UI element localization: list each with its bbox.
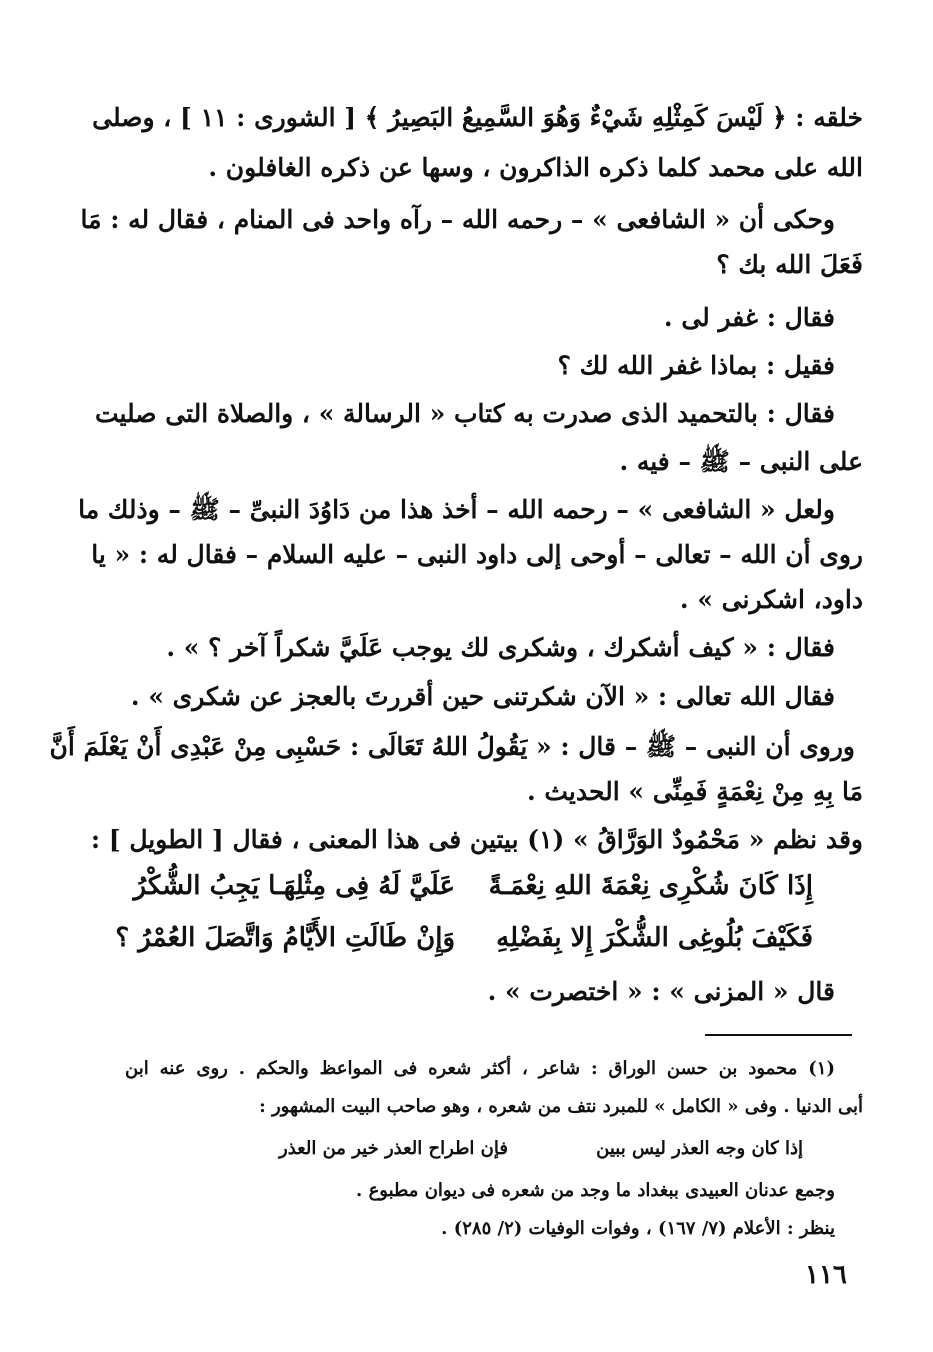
footnote-line-4: ينظر : الأعلام (٧/ ١٦٧) ، وفوات الوفيات (٢/ ٢٨٥) . bbox=[441, 1218, 835, 1239]
footnote-verse-second: فإن اطراح العذر خير من العذر bbox=[279, 1138, 508, 1159]
body-line-1: خلقه : ﴿ لَيْسَ كَمِثْلِهِ شَيْءٌ وَهُوَ السَّمِيعُ البَصِيرُ ﴾ [ الشورى : ١١ ] ، وصلى bbox=[92, 103, 863, 132]
footnote-line-1: (١) محمود بن حسن الوراق : شاعر ، أكثر شعره فى المواعظ والحكم . روى عنه ابن bbox=[125, 1058, 835, 1079]
verse-2-second-hemistich: وَإِنْ طَالَتِ الأَيَّامُ وَاتَّصَلَ العُمْرُ ؟ bbox=[115, 923, 455, 953]
body-line-4: فَعَلَ الله بك ؟ bbox=[716, 250, 863, 279]
body-line-13: فقال الله تعالى : « الآن شكرتنى حين أقررتَ بالعجز عن شكرى » . bbox=[130, 682, 835, 711]
verse-2-first-hemistich: فَكَيْفَ بُلُوغِى الشُّكْرَ إِلا بِفَضْلِهِ bbox=[496, 923, 813, 953]
footnote-separator bbox=[705, 1034, 852, 1036]
body-line-12: فقال : « كيف أشكرك ، وشكرى لك يوجب عَلَيَّ شكراً آخر ؟ » . bbox=[166, 633, 835, 662]
body-line-7: فقال : بالتحميد الذى صدرت به كتاب « الرسالة » ، والصلاة التى صليت bbox=[94, 399, 835, 428]
verse-1-second-hemistich: عَلَيَّ لَهُ فِى مِثْلِهَـا يَجِبُ الشُّكْرُ bbox=[133, 871, 455, 901]
body-line-6: فقيل : بماذا غفر الله لك ؟ bbox=[557, 351, 835, 380]
body-line-14: وروى أن النبى – ﷺ – قال : « يَقُولُ اللهُ تَعَالَى : حَسْبِى مِنْ عَبْدِى أَنْ يَعْلَمَ أَنَّ bbox=[49, 732, 855, 761]
body-line-15: مَا بِهِ مِنْ نِعْمَةٍ فَمِنِّى » الحديث . bbox=[526, 777, 863, 806]
body-line-3: وحكى أن « الشافعى » – رحمه الله – رآه واحد فى المنام ، فقال له : مَا bbox=[80, 205, 835, 234]
footnote-line-2: أبى الدنيا . وفى « الكامل » للمبرد نتف من شعره ، وهو صاحب البيت المشهور : bbox=[259, 1096, 863, 1117]
verse-1-first-hemistich: إِذَا كَانَ شُكْرِى نِعْمَةَ اللهِ نِعْمَـةً bbox=[488, 871, 813, 901]
body-line-10: روى أن الله – تعالى – أوحى إلى داود النبى – عليه السلام – فقال له : « يا bbox=[91, 540, 863, 569]
body-line-8: على النبى – ﷺ – فيه . bbox=[619, 447, 863, 476]
footnote-line-3: وجمع عدنان العبيدى ببغداد ما وجد من شعره فى ديوان مطبوع . bbox=[356, 1180, 835, 1201]
body-line-16: وقد نظم « مَحْمُودٌ الوَرَّاقُ » (١) بيتين فى هذا المعنى ، فقال [ الطويل ] : bbox=[90, 825, 863, 854]
body-line-2: الله على محمد كلما ذكره الذاكرون ، وسها عن ذكره الغافلون . bbox=[208, 153, 863, 182]
closing-line: قال « المزنى » : « اختصرت » . bbox=[487, 977, 835, 1006]
body-line-5: فقال : غفر لى . bbox=[663, 303, 835, 332]
body-line-11: داود، اشكرنى » . bbox=[679, 585, 863, 614]
footnote-verse-first: إذا كان وجه العذر ليس ببين bbox=[596, 1138, 803, 1159]
body-line-9: ولعل « الشافعى » – رحمه الله – أخذ هذا من دَاوُدَ النبىِّ – ﷺ – وذلك ما bbox=[78, 495, 835, 524]
page-number: ١١٦ bbox=[805, 1260, 847, 1290]
